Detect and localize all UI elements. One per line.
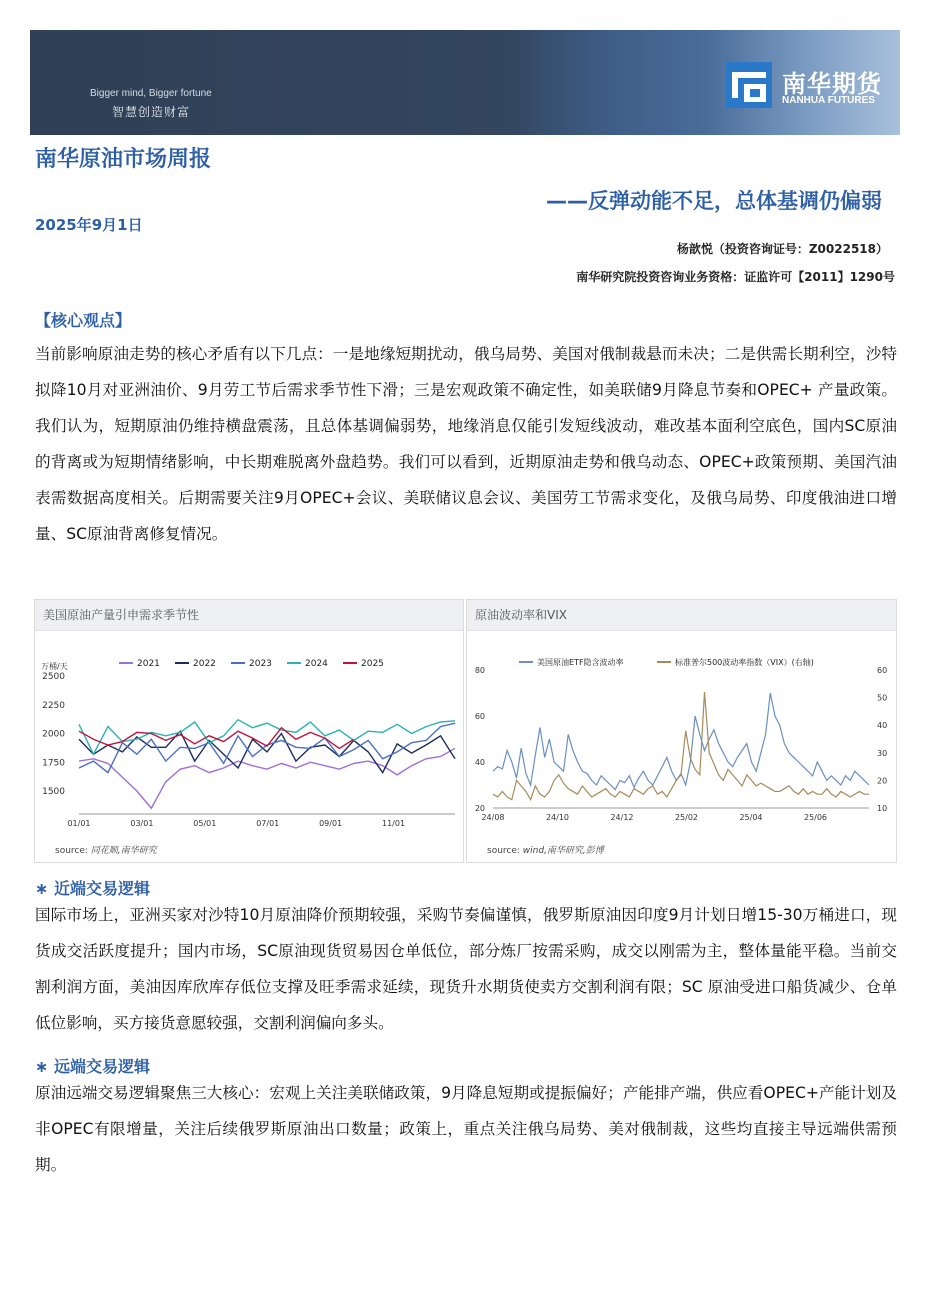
y-tick-label: 2500 <box>42 672 65 682</box>
far-heading: ∗ 远端交易逻辑 <box>35 1057 150 1076</box>
company-logo <box>726 62 886 110</box>
report-author: 杨歆悦（投资咨询证号：Z0022518） <box>676 242 888 256</box>
header-banner <box>30 30 900 135</box>
chart-panel-left <box>34 599 464 863</box>
logo-text-en: NANHUA FUTURES <box>782 95 875 106</box>
logo-text-cn: 南华期货 <box>782 70 882 98</box>
near-paragraph: 国际市场上，亚洲买家对沙特10月原油降价预期较强，采购节奏偏谨慎，俄罗斯原油因印度9月计划日增15-30万桶进口，现货成交活跃度提升；国内市场，SC原油现货贸易因仓单低位，部分炼厂按需采购，成交以刚需为主，整体量能平稳。当前交割利润方面，美油因库欣库存低位支撑及旺季需求延续，现货升水期货使卖方交割利润有限；SC 原油受进口船货减少、仓单低位影响，买方接货意愿较强，交割利润偏向多头。 <box>35 906 897 1032</box>
x-tick-label: 24/12 <box>610 813 634 822</box>
x-tick-label: 11/01 <box>382 819 406 828</box>
y-tick-label: 2250 <box>42 700 65 711</box>
core-heading: 【核心观点】 <box>35 311 132 330</box>
y-right-tick-label: 20 <box>877 776 888 786</box>
report-subtitle: ——反弹动能不足，总体基调仍偏弱 <box>546 189 882 213</box>
y-unit-label: 万桶/天 <box>41 662 68 671</box>
source-label-left: source: <box>55 846 88 856</box>
series-line-2024 <box>79 720 455 755</box>
chart-source-left <box>55 843 157 856</box>
series-line-2025 <box>79 728 354 749</box>
chart-title-right: 原油波动率和VIX <box>467 600 896 631</box>
near-heading: ∗ 近端交易逻辑 <box>35 879 150 898</box>
core-paragraph: 当前影响原油走势的核心矛盾有以下几点：一是地缘短期扰动，俄乌局势、美国对俄制裁悬而未决；二是供需长期利空，沙特拟降10月对亚洲油价、9月劳工节后需求季节性下滑；三是宏观政策不确定性，如美联储9月降息节奏和OPEC+ 产量政策。我们认为，短期原油仍维持横盘震荡，且总体基调偏弱势，地缘消息仅能引发短线波动，难改基本面利空底色，国内SC原油的背离或为短期情绪影响，中长期难脱离外盘趋势。我们可以看到，近期原油走势和俄乌动态、OPEC+政策预期、美国汽油表需数据高度相关。后期需要关注9月OPEC+会议、美联储议息会议、美国劳工节需求变化，及俄乌局势、印度俄油进口增量、SC原油背离修复情况。 <box>35 345 897 543</box>
series-line-2021 <box>79 748 455 808</box>
far-paragraph: 原油远端交易逻辑聚焦三大核心：宏观上关注美联储政策，9月降息短期或提振偏好；产能排产端，供应看OPEC+产能计划及非OPEC有限增量，关注后续俄罗斯原油出口数量；政策上，重点关注俄乌局势、美对俄制裁，这些均直接主导远端供需预期。 <box>35 1084 897 1174</box>
nanhua-logo-icon <box>726 62 772 108</box>
legend-label: 美国原油ETF隐含波动率 <box>537 658 624 667</box>
chart-left-svg <box>35 632 463 832</box>
legend-label: 标准普尔500波动率指数（VIX）(右轴) <box>675 658 814 667</box>
legend-label: 2021 <box>137 659 160 669</box>
y-left-tick-label: 80 <box>474 666 485 675</box>
source-text-left: 同花顺,南华研究 <box>90 846 157 856</box>
y-tick-label: 1750 <box>42 758 65 769</box>
x-tick-label: 09/01 <box>319 819 343 828</box>
chart-panel-right <box>466 599 897 863</box>
slogan-en: Bigger mind, Bigger fortune <box>90 88 212 99</box>
slogan-cn: 智慧创造财富 <box>112 105 191 119</box>
y-left-tick-label: 20 <box>474 804 485 813</box>
y-left-tick-label: 40 <box>474 758 485 767</box>
report-license: 南华研究院投资咨询业务资格：证监许可【2011】1290号 <box>576 270 895 284</box>
y-tick-label: 1500 <box>42 787 65 797</box>
series-line-right <box>493 692 869 800</box>
chart-title-left: 美国原油产量引申需求季节性 <box>35 600 463 631</box>
legend-label: 2022 <box>193 659 216 669</box>
report-date: 2025年9月1日 <box>35 216 143 234</box>
x-tick-label: 07/01 <box>256 819 280 828</box>
x-tick-label: 25/06 <box>803 813 828 822</box>
legend-label: 2024 <box>305 659 328 669</box>
series-line-2023 <box>79 723 455 772</box>
source-label-right: source: <box>487 846 520 856</box>
y-right-tick-label: 40 <box>877 721 888 731</box>
chart-right-svg <box>467 632 896 832</box>
x-tick-label: 25/04 <box>739 813 763 822</box>
x-tick-label: 25/02 <box>674 813 699 822</box>
chart-source-right <box>487 843 604 856</box>
legend-label: 2025 <box>361 659 384 669</box>
x-tick-label: 24/08 <box>481 813 505 822</box>
report-title: 南华原油市场周报 <box>35 147 212 172</box>
x-tick-label: 24/10 <box>545 813 570 822</box>
y-left-tick-label: 60 <box>474 712 485 721</box>
x-tick-label: 05/01 <box>193 819 217 828</box>
x-tick-label: 03/01 <box>130 819 154 828</box>
y-right-tick-label: 60 <box>877 666 888 675</box>
y-right-tick-label: 30 <box>877 748 888 758</box>
source-text-right: wind,南华研究,彭博 <box>522 846 604 856</box>
y-tick-label: 2000 <box>42 729 65 740</box>
series-line-2022 <box>79 731 455 772</box>
y-right-tick-label: 50 <box>877 693 888 703</box>
y-right-tick-label: 10 <box>877 804 888 813</box>
x-tick-label: 01/01 <box>67 819 91 828</box>
legend-label: 2023 <box>249 659 272 669</box>
